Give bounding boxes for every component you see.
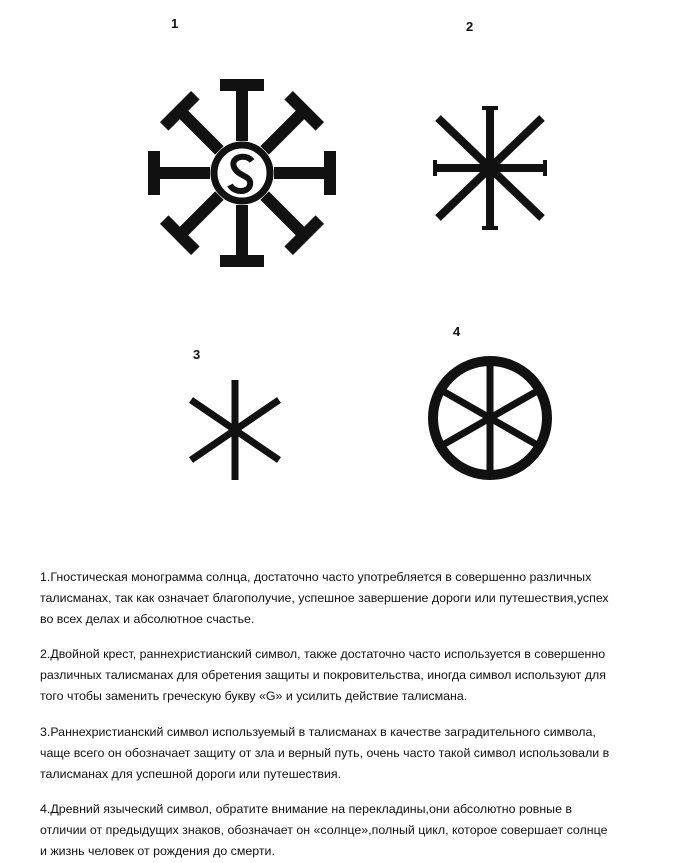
text-line: того чтобы заменить греческую букву «G» и усилить действие талисмана. [40,689,468,703]
description-paragraph-1 [40,567,609,630]
double-cross-icon [435,108,545,228]
symbol-number-3: 3 [193,347,201,362]
symbol-number-4: 4 [453,324,461,339]
text-line: различных талисманах для обретения защиты и покровительства, иногда символ используют для [40,668,606,682]
text-line: и жизнь человек от рождения до смерти. [40,844,275,858]
text-line: талисманах, так как означает благополучие, успешное завершение дороги или путешествия,успех [40,591,609,605]
text-line: 4.Древний языческий символ, обратите внимание на перекладины,они абсолютно ровные в [40,802,573,816]
text-line: чаще всего он обозначает защиту от зла и верный путь, очень часто такой символ использовали в [40,746,610,760]
description-paragraph-4 [40,799,607,862]
description-paragraph-2 [40,644,606,707]
early-christian-star-icon [191,380,279,480]
text-line: 1.Гностическая монограмма солнца, достаточно часто употребляется в совершенно различных [40,570,592,584]
gnostic-sun-monogram-icon [154,85,330,261]
text-line: 3.Раннехристианский символ используемый в талисманах в качестве заградительного символа, [40,725,596,739]
text-line: 2.Двойной крест, раннехристианский символ, также достаточно часто используется в совершенно [40,647,606,661]
symbol-number-2: 2 [466,19,474,34]
text-line: талисманах для успешной дороги или путешествия. [40,767,342,781]
text-line: отличии от предыдущих знаков, обозначает он «солнце»,полный цикл, которое совершает солнце [40,823,608,837]
text-line: во всех делах и абсолютное счастье. [40,612,255,626]
description-paragraph-3 [40,722,609,785]
symbol-number-1: 1 [171,16,179,31]
sun-wheel-icon [433,361,547,475]
